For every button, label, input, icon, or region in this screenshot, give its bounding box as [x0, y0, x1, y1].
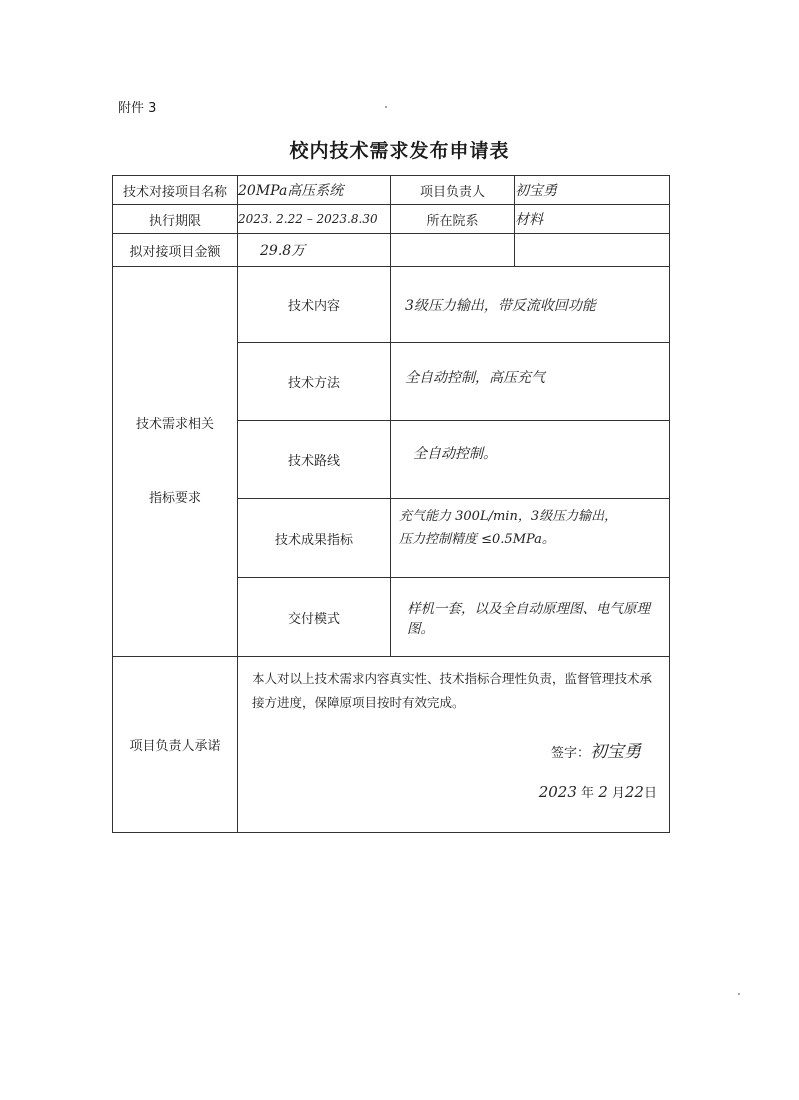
date-day-suffix: 日 [643, 786, 657, 801]
attachment-label: 附件 3 [118, 101, 157, 116]
amount-value: 29.8万 [238, 234, 391, 267]
project-name-value: 20MPa高压系统 [238, 176, 391, 205]
tech-method-value: 全自动控制，高压充气 [391, 343, 670, 421]
leader-value: 初宝勇 [515, 176, 670, 205]
tech-content-value: 3级压力输出，带反流收回功能 [391, 267, 670, 343]
scan-speck [385, 106, 387, 108]
date-day: 22 [624, 783, 644, 801]
signature-row [252, 737, 661, 762]
tech-content-label: 技术内容 [238, 267, 391, 343]
tech-result-value-line1: 充气能力 300L/min，3级压力输出， [399, 509, 618, 524]
dept-value: 材料 [515, 205, 670, 234]
date-year: 2023 [538, 783, 577, 801]
tech-route-label: 技术路线 [238, 421, 391, 499]
requirements-label-line1: 技术需求相关 [135, 416, 214, 432]
sign-label: 签字： [550, 746, 590, 761]
delivery-mode-value: 样机一套，以及全自动原理图、电气原理图。 [391, 578, 670, 657]
date-month: 2 [598, 783, 608, 801]
pledge-text: 本人对以上技术需求内容真实性、技术指标合理性负责，监督管理技术承接方进度，保障原项目按时有效完成。 [252, 671, 653, 710]
tech-route-value: 全自动控制。 [391, 421, 670, 499]
pledge-label: 项目负责人承诺 [113, 657, 238, 833]
project-name-label: 技术对接项目名称 [113, 176, 238, 205]
scan-speck [738, 993, 740, 995]
requirements-label-line2: 指标要求 [148, 490, 201, 506]
tech-result-value-line2: 压力控制精度 ≤0.5MPa。 [399, 532, 555, 547]
delivery-mode-label: 交付模式 [238, 578, 391, 657]
period-label: 执行期限 [113, 205, 238, 234]
empty-cell [391, 234, 515, 267]
empty-cell [515, 234, 670, 267]
date-year-suffix: 年 [581, 786, 595, 801]
tech-method-label: 技术方法 [238, 343, 391, 421]
leader-label: 项目负责人 [391, 176, 515, 205]
amount-label: 拟对接项目金额 [113, 234, 238, 267]
requirements-section-label [113, 267, 238, 657]
tech-result-value [391, 499, 670, 578]
application-form-table [112, 175, 670, 833]
page-title: 校内技术需求发布申请表 [289, 140, 510, 162]
period-value: 2023. 2.22 – 2023.8.30 [238, 205, 391, 234]
pledge-content [238, 657, 670, 833]
tech-result-label: 技术成果指标 [238, 499, 391, 578]
date-month-suffix: 月 [611, 786, 625, 801]
date-row [252, 782, 661, 801]
signature: 初宝勇 [590, 742, 641, 762]
dept-label: 所在院系 [391, 205, 515, 234]
